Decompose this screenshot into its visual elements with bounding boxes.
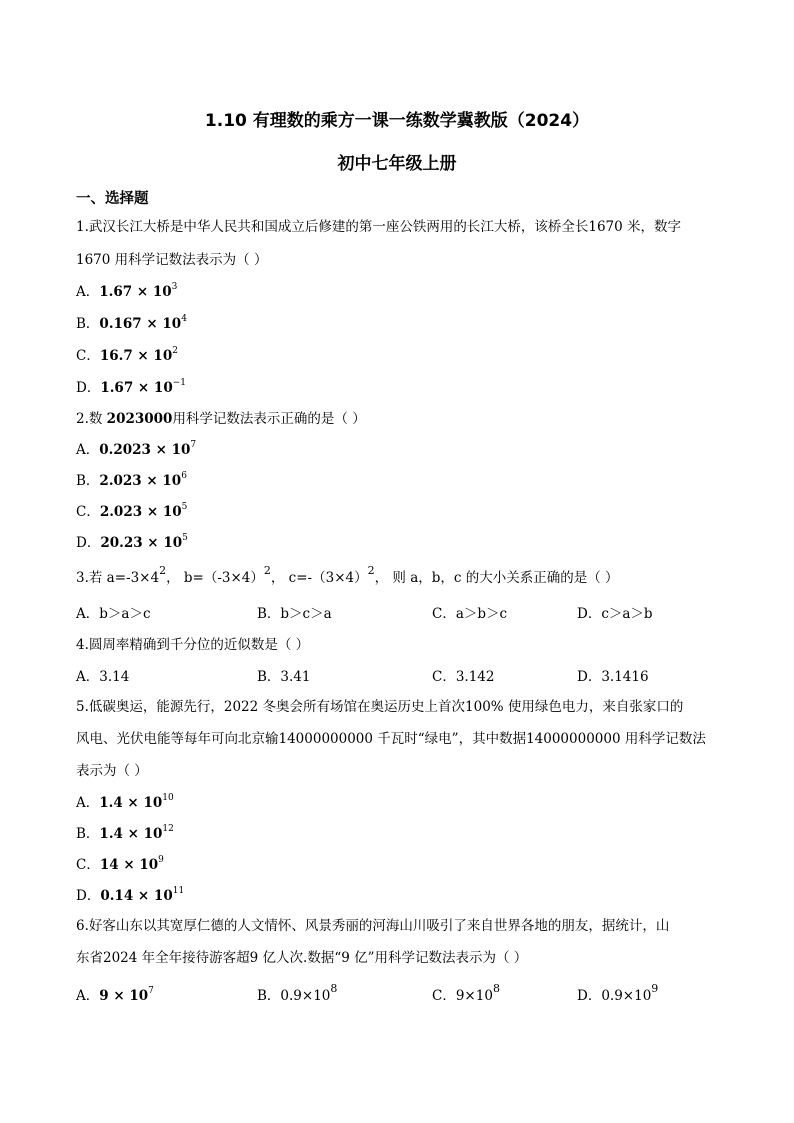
question-2-stem: 2.数 2023000用科学记数法表示正确的是（ ） bbox=[76, 411, 366, 427]
question-3-option-c: C．a＞b＞c bbox=[432, 606, 508, 622]
question-1-stem-line2: 1670 用科学记数法表示为（ ） bbox=[76, 252, 268, 268]
question-6-option-d: D．$0.9\times 10^9$ bbox=[577, 982, 659, 1004]
question-1-option-d: D．$1.67 \times 10^{-1}$ bbox=[76, 378, 186, 396]
question-5-option-b: B．$1.4 \times 10^{12}$ bbox=[76, 824, 174, 842]
question-3-stem: 3.若 $a=-3\times 4^2$， $b=(-3\times 4)^2$， $c=-(3\times 4)^2$， 则 a，b，c 的大小关系正确的是（ ） bbox=[76, 564, 619, 586]
question-1-stem-line1: 1.武汉长江大桥是中华人民共和国成立后修建的第一座公铁两用的长江大桥，该桥全长1670 米，数字 bbox=[76, 219, 682, 235]
question-6-option-b: B．$0.9\times 10^8$ bbox=[257, 982, 338, 1004]
section-heading: 一、选择题 bbox=[76, 191, 149, 207]
question-3-option-d: D．c＞a＞b bbox=[577, 606, 653, 622]
question-4-option-c: C．3.142 bbox=[432, 669, 495, 685]
question-6-option-c: C．$9\times 10^8$ bbox=[432, 982, 500, 1004]
question-4-option-d: D．3.1416 bbox=[577, 669, 649, 685]
question-1-option-b: B．$0.167 \times 10^4$ bbox=[76, 314, 187, 332]
question-2-option-a: A．$0.2023 \times 10^7$ bbox=[76, 440, 197, 458]
question-6-stem-line1: 6.好客山东以其宽厚仁德的人文情怀、风景秀丽的河海山川吸引了来自世界各地的朋友，据统计，山 bbox=[76, 918, 670, 934]
question-5-option-a: A．$1.4 \times 10^{10}$ bbox=[76, 793, 174, 811]
question-4-option-a: A．3.14 bbox=[76, 669, 130, 685]
question-3-option-a: A．b＞a＞c bbox=[76, 606, 151, 622]
question-5-stem-line3: 表示为（ ） bbox=[76, 763, 148, 779]
question-1-option-a: A．$1.67 \times 10^3$ bbox=[76, 282, 178, 300]
document-title: 1.10 有理数的乘方一课一练数学冀教版（2024） bbox=[204, 111, 590, 131]
question-5-stem-line2: 风电、光伏电能等每年可向北京输14000000000 千瓦时“绿电”，其中数据14000000000 用科学记数法 bbox=[76, 731, 706, 747]
question-5-option-d: D．$0.14 \times 10^{11}$ bbox=[76, 886, 185, 904]
question-2-option-d: D．$20.23 \times 10^5$ bbox=[76, 533, 188, 551]
question-2-option-b: B．$2.023 \times 10^6$ bbox=[76, 471, 187, 489]
question-4-stem: 4.圆周率精确到千分位的近似数是（ ） bbox=[76, 637, 310, 653]
question-3-option-b: B．b＞c＞a bbox=[257, 606, 332, 622]
question-2-option-c: C．$2.023 \times 10^5$ bbox=[76, 502, 188, 520]
document-subtitle: 初中七年级上册 bbox=[337, 154, 457, 174]
question-4-option-b: B．3.41 bbox=[257, 669, 311, 685]
question-5-stem-line1: 5.低碳奥运，能源先行，2022 冬奥会所有场馆在奥运历史上首次100% 使用绿色电力，来自张家口的 bbox=[76, 699, 684, 715]
question-6-option-a: A．$9 \times 10^7$ bbox=[76, 986, 154, 1004]
question-1-option-c: C．$16.7 \times 10^2$ bbox=[76, 346, 178, 364]
question-6-stem-line2: 东省2024 年全年接待游客超9 亿人次.数据“9 亿”用科学记数法表示为（ ） bbox=[76, 950, 528, 966]
question-5-option-c: C．$14 \times 10^9$ bbox=[76, 855, 164, 873]
